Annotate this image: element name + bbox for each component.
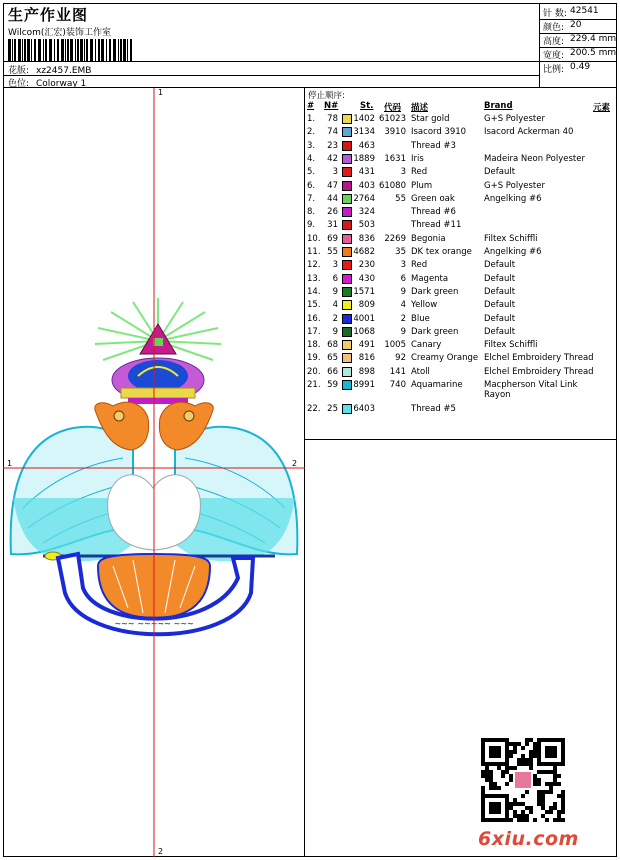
row-description: Red [411,260,428,271]
row-description: Plum [411,180,433,191]
row-index: 6. [307,180,316,191]
row-index: 2. [307,127,316,138]
color-swatch [342,404,352,414]
row-code: 141 [389,366,406,377]
barcode [8,39,133,61]
stat-colors: 颜色: 20 [543,20,582,33]
row-brand: Default [484,273,516,284]
thread-row [305,287,617,300]
color-swatch [342,167,352,177]
row-description: Isacord 3910 [411,127,467,138]
row-index: 13. [307,273,321,284]
color-swatch [342,367,352,377]
row-description: Thread #6 [411,207,456,218]
thread-row [305,234,617,247]
color-swatch [342,247,352,257]
stats-panel [540,3,617,88]
stat-stitches: 针 数: 42541 [543,6,599,19]
row-code: 55 [395,193,406,204]
design-preview [3,88,305,857]
row-index: 21. [307,380,321,390]
color-swatch [342,154,352,164]
row-index: 20. [307,366,321,377]
axis-top-label: 1 [158,88,164,97]
row-description: Yellow [411,300,438,311]
row-number: 2 [332,313,338,324]
color-swatch [342,327,352,337]
row-index: 3. [307,140,316,151]
row-index: 17. [307,326,321,337]
thread-row [305,154,617,167]
row-description: Iris [411,153,424,164]
row-stitches: 503 [358,220,375,231]
row-stitches: 1889 [353,153,375,164]
color-swatch [342,220,352,230]
row-number: 42 [327,153,338,164]
row-number: 3 [332,167,338,178]
row-brand: Angelking #6 [484,247,542,257]
row-brand: Elchel Embroidery Thread [484,366,594,377]
row-description: Dark green [411,286,459,297]
color-swatch [342,380,352,390]
row-code: 740 [389,380,406,390]
row-number: 9 [332,326,338,337]
thread-table [305,88,617,440]
row-code: 61023 [378,114,406,124]
thread-row [305,181,617,194]
row-number: 4 [332,300,338,311]
row-code: 6 [400,273,406,284]
col-header-brand: Brand [484,101,513,111]
stat-height: 高度: 229.4 mm [543,34,617,47]
color-swatch [342,274,352,284]
col-header-element: 元素 [593,103,611,113]
row-brand: G+S Polyester [484,114,545,124]
thread-row [305,260,617,273]
row-index: 1. [307,114,316,124]
color-swatch [342,353,352,363]
thread-row [305,207,617,220]
page-title: 生产作业图 [8,6,89,24]
row-stitches: 809 [358,300,375,311]
row-index: 8. [307,207,316,218]
color-swatch [342,314,352,324]
thread-row [305,327,617,340]
row-brand: G+S Polyester [484,180,545,191]
embroidery-design [3,88,305,857]
row-number: 6 [332,273,338,284]
row-description: Thread #3 [411,140,456,151]
thread-row [305,404,617,417]
row-stitches: 431 [358,167,375,178]
thread-row [305,314,617,327]
row-number: 65 [327,353,338,364]
row-stitches: 898 [358,366,375,377]
row-code: 1005 [384,340,406,351]
row-description: Creamy Orange [411,353,479,364]
row-code: 2269 [384,233,406,244]
row-brand: Default [484,326,516,337]
stat-scale: 比例: 0.49 [543,62,591,75]
col-header-index: # [307,101,315,111]
color-swatch [342,260,352,270]
row-index: 5. [307,167,316,178]
row-description: Dark green [411,326,459,337]
row-description: Red [411,167,428,178]
row-index: 7. [307,193,316,204]
row-number: 68 [327,340,338,351]
row-stitches: 6403 [353,404,375,414]
col-header-number: N# [324,101,339,111]
row-stitches: 1571 [353,286,375,297]
qr-code-icon [481,738,565,822]
row-stitches: 491 [358,340,375,351]
row-index: 16. [307,313,321,324]
row-number: 9 [332,286,338,297]
color-swatch [342,114,352,124]
col-header-stitches: St. [360,101,374,111]
row-code: 35 [395,247,406,257]
row-index: 19. [307,353,321,364]
color-swatch [342,234,352,244]
row-brand: Default [484,313,516,324]
row-description: Aquamarine [411,380,463,390]
row-description: Star gold [411,114,450,124]
row-index: 11. [307,247,321,257]
row-description: Green oak [411,193,455,204]
row-index: 15. [307,300,321,311]
row-code: 1631 [384,153,406,164]
color-swatch [342,300,352,310]
row-number: 23 [327,140,338,151]
row-code: 3 [400,167,406,178]
color-swatch [342,141,352,151]
row-brand: Filtex Schiffli [484,233,538,244]
row-brand: Isacord Ackerman 40 [484,127,574,138]
row-index: 14. [307,286,321,297]
row-code: 3910 [384,127,406,138]
row-stitches: 463 [358,140,375,151]
colorway-value: Colorway 1 [36,79,87,89]
color-swatch [342,194,352,204]
row-number: 66 [327,366,338,377]
row-stitches: 836 [358,233,375,244]
row-brand: Default [484,167,516,178]
row-number: 69 [327,233,338,244]
row-stitches: 4001 [353,313,375,324]
table-title: 停止顺序: [308,91,345,101]
row-stitches: 403 [358,180,375,191]
thread-row [305,247,617,260]
banner-text-icon: ∼∼∼ ∼∼∼∼∼ ∼∼∼ [114,619,194,628]
header-panel [3,3,540,88]
thread-row [305,353,617,366]
row-number: 26 [327,207,338,218]
row-code: 9 [400,326,406,337]
row-description: Thread #11 [411,220,462,231]
thread-row [305,274,617,287]
row-stitches: 4682 [353,247,375,257]
row-stitches: 8991 [353,380,375,390]
row-description: Blue [411,313,430,324]
thread-row [305,114,617,127]
row-description: Canary [411,340,442,351]
row-stitches: 230 [358,260,375,271]
row-index: 12. [307,260,321,271]
thread-row [305,380,617,400]
thread-row [305,167,617,180]
row-number: 47 [327,180,338,191]
color-swatch [342,181,352,191]
row-stitches: 2764 [353,193,375,204]
thread-row [305,300,617,313]
row-description: DK tex orange [411,247,472,257]
color-swatch [342,287,352,297]
row-stitches: 3134 [353,127,375,138]
row-index: 9. [307,220,316,231]
row-index: 18. [307,340,321,351]
axis-bottom-label: 2 [158,847,164,856]
thread-row [305,141,617,154]
pattern-value: xz2457.EMB [36,66,92,76]
row-number: 74 [327,127,338,138]
thread-row [305,340,617,353]
row-index: 10. [307,233,321,244]
row-brand: Macpherson Vital Link Rayon [484,380,578,400]
row-description: Begonia [411,233,446,244]
col-header-description: 描述 [411,103,429,113]
row-brand: Default [484,286,516,297]
row-code: 92 [395,353,406,364]
site-logo: 6xiu.com [478,828,579,850]
stat-width: 宽度: 200.5 mm [543,48,617,61]
row-index: 4. [307,153,316,164]
row-description: Atoll [411,366,430,377]
row-brand: Madeira Neon Polyester [484,153,585,164]
row-stitches: 816 [358,353,375,364]
row-code: 3 [400,260,406,271]
color-swatch [342,207,352,217]
row-number: 55 [327,247,338,257]
color-swatch [342,127,352,137]
row-stitches: 1402 [353,114,375,124]
col-header-code: 代码 [384,103,402,113]
row-code: 4 [400,300,406,311]
row-index: 22. [307,404,321,414]
row-brand: Filtex Schiffli [484,340,538,351]
row-code: 2 [400,313,406,324]
thread-row [305,194,617,207]
thread-row [305,367,617,380]
row-code: 9 [400,286,406,297]
row-number: 31 [327,220,338,231]
company-name: Wilcom(汇宏)装饰工作室 [8,28,111,38]
row-number: 59 [327,380,338,390]
pattern-label: 花版: [8,66,30,76]
row-stitches: 430 [358,273,375,284]
colorway-label: 色位: [8,79,30,89]
row-number: 44 [327,193,338,204]
row-number: 25 [327,404,338,414]
row-brand: Default [484,260,516,271]
row-number: 78 [327,114,338,124]
axis-left-label: 1 [7,459,13,468]
row-code: 61080 [378,180,406,191]
row-brand: Default [484,300,516,311]
row-description: Magenta [411,273,449,284]
color-swatch [342,340,352,350]
row-stitches: 324 [358,207,375,218]
row-brand: Elchel Embroidery Thread [484,353,594,364]
row-brand: Angelking #6 [484,193,542,204]
row-stitches: 1068 [353,326,375,337]
row-number: 3 [332,260,338,271]
thread-row [305,127,617,140]
row-description: Thread #5 [411,404,456,414]
thread-row [305,220,617,233]
axis-right-label: 2 [292,459,298,468]
